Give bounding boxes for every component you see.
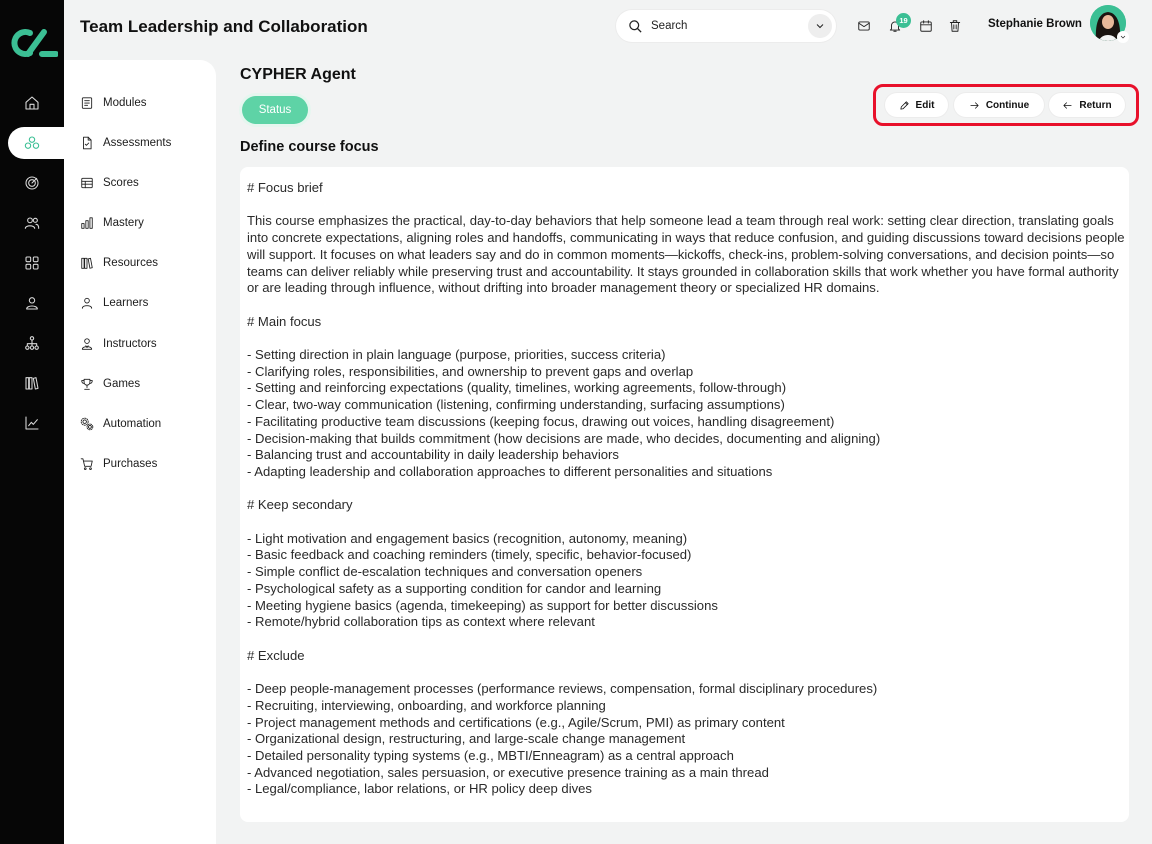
sidebar-item-label: Purchases <box>103 458 158 470</box>
sidebar-item-modules[interactable] <box>80 91 146 115</box>
file-check-icon <box>80 136 94 150</box>
status-button[interactable]: Status <box>242 96 308 124</box>
search-input[interactable] <box>616 10 836 42</box>
edit-label: Edit <box>915 99 935 111</box>
sidebar-item-label: Modules <box>103 97 147 109</box>
search-placeholder: Search <box>651 20 688 32</box>
bar-chart-icon <box>80 216 94 230</box>
sidebar-item-scores[interactable] <box>80 171 139 195</box>
sidebar-item-label: Mastery <box>103 217 144 229</box>
brand-logo[interactable] <box>8 24 58 62</box>
sidebar-item-automation[interactable] <box>80 412 161 436</box>
sidebar-item-label: Assessments <box>103 137 172 149</box>
sidebar-item-mastery[interactable] <box>80 211 144 235</box>
hierarchy-icon[interactable] <box>16 327 48 359</box>
user-icon <box>80 296 94 310</box>
mail-icon[interactable] <box>855 17 873 35</box>
sidebar-item-resources[interactable] <box>80 251 158 275</box>
return-label: Return <box>1079 99 1112 111</box>
library-icon <box>80 256 94 270</box>
sidebar-item-learners[interactable] <box>80 291 148 315</box>
courses-icon[interactable] <box>16 127 48 159</box>
agent-title: CYPHER Agent <box>240 66 356 83</box>
home-icon[interactable] <box>16 87 48 119</box>
sidebar-item-assessments[interactable] <box>80 131 171 155</box>
sidebar-item-games[interactable] <box>80 372 140 396</box>
target-icon[interactable] <box>16 167 48 199</box>
cart-icon <box>80 457 94 471</box>
user-name[interactable]: Stephanie Brown <box>988 18 1082 30</box>
sidebar-item-label: Games <box>103 378 141 390</box>
trash-icon[interactable] <box>946 17 964 35</box>
section-title: Define course focus <box>240 139 379 155</box>
arrow-right-icon <box>969 100 980 111</box>
sidebar-item-purchases[interactable] <box>80 452 157 476</box>
user-icon[interactable] <box>16 287 48 319</box>
search-dropdown-button[interactable] <box>808 14 832 38</box>
pencil-icon <box>899 100 910 111</box>
continue-label: Continue <box>985 99 1030 111</box>
table-icon <box>80 176 94 190</box>
team-icon[interactable] <box>16 207 48 239</box>
sidebar-item-label: Learners <box>103 297 149 309</box>
chevron-down-icon <box>814 20 826 32</box>
sidebar-item-label: Automation <box>103 418 162 430</box>
calendar-icon[interactable] <box>917 17 935 35</box>
chart-icon[interactable] <box>16 407 48 439</box>
arrow-left-icon <box>1062 100 1073 111</box>
book-icon <box>80 96 94 110</box>
document-panel <box>240 167 1129 822</box>
account-menu-button[interactable] <box>1117 31 1129 43</box>
sidebar-item-instructors[interactable] <box>80 332 157 356</box>
return-button[interactable] <box>1049 93 1125 117</box>
search-icon <box>628 19 643 34</box>
continue-button[interactable] <box>954 93 1044 117</box>
sidebar-item-label: Scores <box>103 177 139 189</box>
notification-badge: 19 <box>896 13 911 28</box>
instructor-icon <box>80 337 94 351</box>
gears-icon <box>80 417 94 431</box>
edit-button[interactable] <box>885 93 948 117</box>
course-focus-document[interactable]: # Focus brief This course emphasizes the practical, day-to-day behaviors that help someone lead a team through real work: setting clear direction, translating goals into concrete expectations, aligning roles and handoffs, communicating in ways that reduce confusion, and guiding discussions toward decisions people will support. It focuses on what leaders say and do in common moments—kickoffs, check-ins, problem-solving conversations, and decision points—so teams can deliver reliably while preserving trust and accountability. It stays grounded in collaboration skills that work whether you have formal authority or are leading through influence, without drifting into broader management theory or specialized HR domains. # Main focus - Setting direction in plain language (purpose, priorities, success criteria) - Clarifying roles, responsibilities, and ownership to prevent gaps and overlap - Setting and reinforcing expectations (quality, timelines, working agreements, follow-through) - Clear, two-way communication (listening, confirming understanding, surfacing assumptions) - Facilitating productive team discussions (keeping focus, drawing out voices, handling disagreement) - Decision-making that builds commitment (how decisions are made, who decides, documenting and aligning) - Balancing trust and accountability in daily leadership behaviors - Adapting leadership and collaboration approaches to different personalities and situations # Keep secondary - Light motivation and engagement basics (recognition, autonomy, meaning) - Basic feedback and coaching reminders (timely, specific, behavior-focused) - Simple conflict de-escalation techniques and conversation openers - Psychological safety as a supporting condition for candor and learning - Meeting hygiene basics (agenda, timekeeping) as support for better discussions - Remote/hybrid collaboration tips as context where relevant # Exclude - Deep people-management processes (performance reviews, compensation, formal disciplinary procedures) - Recruiting, interviewing, onboarding, and workforce planning - Project management methods and certifications (e.g., Agile/Scrum, PMI) as primary content - Organizational design, restructuring, and large-scale change management - Detailed personality typing systems (e.g., MBTI/Enneagram) as a central approach - Advanced negotiation, sales persuasion, or executive presence training as a main thread - Legal/compliance, labor relations, or HR policy deep dives <box>247 180 1125 797</box>
trophy-icon <box>80 377 94 391</box>
grid-icon[interactable] <box>16 247 48 279</box>
sidebar-item-label: Resources <box>103 257 158 269</box>
secondary-sidebar <box>64 60 216 844</box>
sidebar-item-label: Instructors <box>103 338 157 350</box>
chevron-down-icon <box>1119 33 1127 41</box>
library-icon[interactable] <box>16 367 48 399</box>
page-title: Team Leadership and Collaboration <box>80 17 368 36</box>
